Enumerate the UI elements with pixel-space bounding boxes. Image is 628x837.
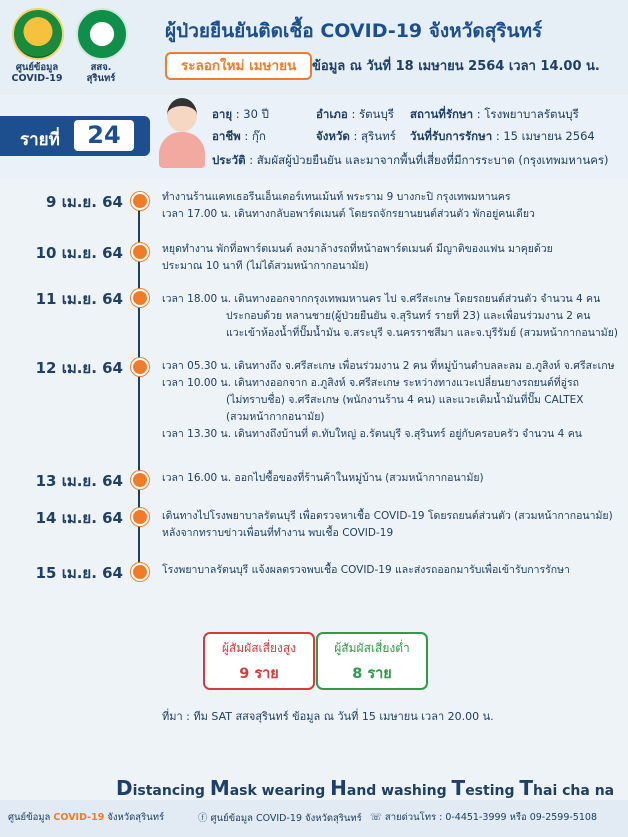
province-key: จังหวัด [316, 129, 350, 143]
timeline-dot [131, 243, 149, 261]
logo2-caption-line1: สสจ. [90, 62, 112, 73]
slogan-initial: D [116, 776, 133, 800]
logo1-caption [4, 62, 70, 84]
timeline-line: เวลา 10.00 น. เดินทางออกจาก อ.ภูสิงห์ จ.ศรีสะเกษ ระหว่างทางแวะเปลี่ยนยางรถยนต์ที่อู่รถ [162, 377, 579, 389]
admit-field [410, 128, 595, 146]
dmhtt-slogan [116, 776, 614, 800]
high-risk-contacts-box [203, 632, 315, 690]
timeline-line: ทำงานร้านแคทเธอรีนเอ็นเตอร์เทนเม้นท์ พระราม 9 บางกะปิ กรุงเทพมหานคร [162, 191, 511, 203]
timeline-entry [162, 291, 618, 342]
province-value: : สุรินทร์ [353, 129, 396, 143]
footer-left-post: จังหวัดสุรินทร์ [104, 812, 165, 823]
page-title: ผู้ป่วยยืนยันติดเชื้อ COVID-19 จังหวัดสุรินทร์ [165, 20, 543, 42]
high-risk-value: 9 ราย [239, 666, 279, 682]
wave-tag: ระลอกใหม่ เมษายน [165, 52, 312, 80]
slogan-initial: M [209, 776, 230, 800]
history-key: ประวัติ [212, 153, 246, 167]
timeline-line: ประมาณ 10 นาที (ไม่ได้สวมหน้ากากอนามัย) [162, 260, 369, 272]
timeline-entry [162, 562, 570, 579]
slogan-initial: T [451, 776, 466, 800]
timeline-entry [162, 470, 484, 487]
logo1-caption-line2: COVID-19 [11, 73, 63, 84]
timeline-line: (สวมหน้ากากอนามัย) [226, 411, 325, 423]
timeline-line: หลังจากทราบข่าวเพื่อนที่ทำงาน พบเชื้อ COVID-19 [162, 527, 394, 539]
slogan-word: esting [465, 783, 520, 799]
history-field [212, 152, 609, 170]
job-field [212, 128, 266, 146]
job-value: : กุ๊ก [244, 129, 266, 143]
footer-hotline[interactable] [370, 810, 597, 825]
health-office-logo [76, 8, 128, 60]
history-value: : สัมผัสผู้ป่วยยืนยัน และมาจากพื้นที่เสี่ยงที่มีการระบาด (กรุงเทพมหานคร) [249, 153, 609, 167]
timeline-dot [131, 358, 149, 376]
case-number: 24 [74, 120, 134, 151]
footer-facebook-label: ศูนย์ข้อมูล COVID-19 จังหวัดสุรินทร์ [210, 813, 362, 824]
timeline-date: 13 เม.ย. 64 [35, 472, 123, 490]
covid-center-logo [12, 8, 64, 60]
timeline-date: 12 เม.ย. 64 [35, 359, 123, 377]
timeline-line: ประกอบด้วย หลานชาย(ผู้ป่วยยืนยัน จ.สุรินทร์ รายที่ 23) และเพื่อนร่วมงาน 2 คน [226, 310, 591, 322]
timeline-dot [131, 563, 149, 581]
age-field [212, 106, 269, 124]
timeline-dot [131, 289, 149, 307]
admit-key: วันที่รับการรักษา [410, 129, 493, 143]
low-risk-label: ผู้สัมผัสเสี่ยงต่ำ [334, 641, 410, 655]
phone-icon: ☏ [370, 812, 382, 823]
timeline-line: โรงพยาบาลรัตนบุรี แจ้งผลตรวจพบเชื้อ COVID-19 และส่งรถออกมารับเพื่อเข้ารับการรักษา [162, 564, 570, 576]
timeline-entry [162, 189, 535, 223]
logo2-caption-line2: สุรินทร์ [86, 73, 116, 84]
footer-left-pre: ศูนย์ข้อมูล [8, 812, 54, 823]
data-date: ข้อมูล ณ วันที่ 18 เมษายน 2564 เวลา 14.00 น. [312, 59, 600, 74]
timeline-line: เวลา 13.30 น. เดินทางถึงบ้านที่ ต.ทับใหญ่ อ.รัตนบุรี จ.สุรินทร์ อยู่กับครอบครัว จำนวน 4 คน [162, 428, 582, 440]
timeline-date: 9 เม.ย. 64 [46, 193, 123, 211]
timeline-entry [162, 241, 553, 275]
district-key: อำเภอ [316, 107, 348, 121]
age-key: อายุ [212, 107, 233, 121]
footer-hotline-label: สายด่วนโทร : 0-4451-3999 หรือ 09-2599-5108 [384, 812, 597, 823]
timeline-entry [162, 508, 613, 542]
footer-left-highlight: COVID-19 [53, 812, 105, 823]
timeline-line: (ไม่ทราบชื่อ) จ.ศรีสะเกษ (พนักงานร้าน 4 คน) และแวะเติมน้ำมันที่ปั๊ม CALTEX [226, 394, 584, 406]
logo1-caption-line1: ศูนย์ข้อมูล [15, 62, 59, 73]
timeline-line: เวลา 17.00 น. เดินทางกลับอพาร์ตเมนต์ โดยรถจักรยานยนต์ส่วนตัว พักอยู่คนเดียว [162, 208, 535, 220]
patient-avatar-body [159, 132, 205, 168]
timeline-entry [162, 358, 615, 443]
source-note: ที่มา : ทีม SAT สสจสุรินทร์ ข้อมูล ณ วันที่ 15 เมษายน เวลา 20.00 น. [162, 710, 494, 723]
district-field [316, 106, 394, 124]
slogan-initial: T [519, 776, 534, 800]
low-risk-contacts-box [316, 632, 428, 690]
district-value: : รัตนบุรี [351, 107, 394, 121]
province-field [316, 128, 396, 146]
hospital-key: สถานที่รักษา [410, 107, 474, 121]
hospital-field [410, 106, 579, 124]
admit-value: : 15 เมษายน 2564 [495, 129, 595, 143]
facebook-icon: ⓕ [198, 813, 208, 824]
timeline-line: หยุดทำงาน พักที่อพาร์ตเมนต์ ลงมาล้างรถที่หน้าอพาร์ตเมนต์ มีญาติของแฟน มาคุยด้วย [162, 243, 553, 255]
slogan-initial: H [330, 776, 347, 800]
job-key: อาชีพ [212, 129, 241, 143]
timeline-line: เดินทางไปโรงพยาบาลรัตนบุรี เพื่อตรวจหาเชื้อ COVID-19 โดยรถยนต์ส่วนตัว (สวมหน้ากากอนามัย) [162, 510, 613, 522]
high-risk-label: ผู้สัมผัสเสี่ยงสูง [221, 641, 297, 655]
slogan-word: istancing [132, 783, 210, 799]
slogan-word: and washing [346, 783, 452, 799]
timeline-line: เวลา 18.00 น. เดินทางออกจากกรุงเทพมหานคร ไป จ.ศรีสะเกษ โดยรถยนต์ส่วนตัว จำนวน 4 คน [162, 293, 601, 305]
timeline-line: เวลา 16.00 น. ออกไปซื้อของที่ร้านค้าในหมู่บ้าน (สวมหน้ากากอนามัย) [162, 472, 484, 484]
timeline-dot [131, 192, 149, 210]
low-risk-value: 8 ราย [352, 666, 392, 682]
timeline-date: 15 เม.ย. 64 [35, 564, 123, 582]
timeline-dot [131, 508, 149, 526]
age-value: : 30 ปี [235, 107, 269, 121]
timeline-date: 10 เม.ย. 64 [35, 244, 123, 262]
timeline-date: 14 เม.ย. 64 [35, 509, 123, 527]
footer-facebook[interactable] [198, 810, 362, 826]
footer-center-name [8, 810, 164, 825]
hospital-value: : โรงพยาบาลรัตนบุรี [476, 107, 579, 121]
timeline-date: 11 เม.ย. 64 [35, 290, 123, 308]
timeline-line: เวลา 05.30 น. เดินทางถึง จ.ศรีสะเกษ เพื่อนร่วมงาน 2 คน ที่หมู่บ้านตำบลละลม อ.ภูสิงห์ จ.ศรีสะเกษ [162, 360, 615, 372]
timeline-line: แวะเข้าห้องน้ำที่ปั๊มน้ำมัน จ.สระบุรี จ.นครราชสีมา และจ.บุรีรัมย์ (สวมหน้ากากอนามัย) [226, 327, 618, 339]
slogan-word: hai cha na [533, 783, 615, 799]
timeline-dot [131, 471, 149, 489]
case-label: รายที่ [20, 130, 60, 150]
patient-avatar-icon [167, 98, 197, 132]
slogan-word: ask wearing [229, 783, 331, 799]
logo2-caption [68, 62, 134, 84]
